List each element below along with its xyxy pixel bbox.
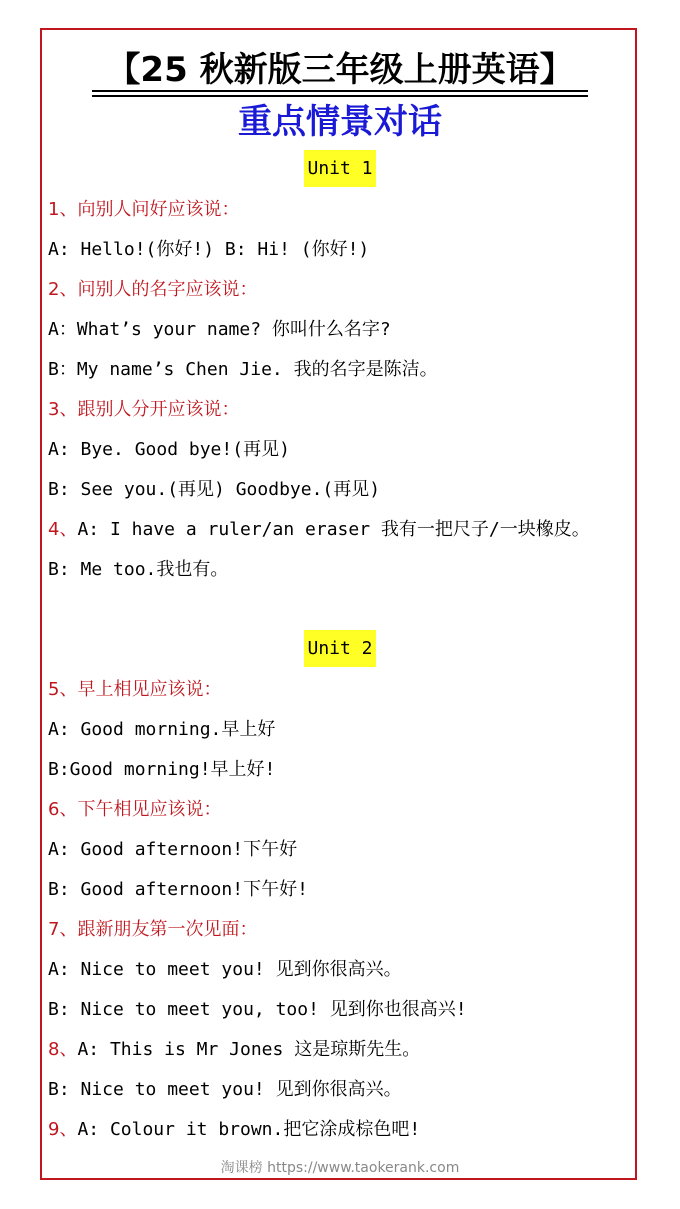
unit-label-1	[0, 157, 680, 181]
dialogue-line-numbered	[48, 1118, 420, 1142]
dialogue-line: B:Good morning!早上好!	[48, 759, 276, 780]
item-number-4: 4、	[48, 519, 78, 540]
section-heading-7: 7、跟新朋友第一次见面：	[48, 919, 258, 940]
dialogue-line: B：My name’s Chen Jie. 我的名字是陈洁。	[48, 359, 438, 380]
dialogue-line: B: Good afternoon!下午好!	[48, 879, 308, 900]
dialogue-text: A: I have a ruler/an eraser 我有一把尺子/一块橡皮。	[77, 519, 590, 540]
section-heading-5: 5、早上相见应该说：	[48, 679, 222, 700]
dialogue-line: A: Nice to meet you! 见到你很高兴。	[48, 959, 402, 980]
dialogue-line: B: Nice to meet you! 见到你很高兴。	[48, 1079, 402, 1100]
dialogue-line-numbered	[48, 518, 590, 542]
unit-label-2	[0, 637, 680, 661]
section-heading-2: 2、问别人的名字应该说：	[48, 279, 258, 300]
page-subtitle: 重点情景对话	[238, 102, 442, 142]
dialogue-line: A: Good morning.早上好	[48, 719, 276, 740]
dialogue-line: B: Nice to meet you, too! 见到你也很高兴!	[48, 999, 467, 1020]
dialogue-line: B: See you.(再见) Goodbye.(再见)	[48, 479, 381, 500]
item-number-8: 8、	[48, 1039, 78, 1060]
item-number-9: 9、	[48, 1119, 78, 1140]
dialogue-text: A: This is Mr Jones 这是琼斯先生。	[77, 1039, 421, 1060]
footer-watermark: 淘课榜 https://www.taokerank.com	[220, 1160, 460, 1176]
unit-label-1-text: Unit 1	[304, 150, 375, 187]
dialogue-text: A: Colour it brown.把它涂成棕色吧!	[77, 1119, 421, 1140]
page-title: 【25 秋新版三年级上册英语】	[106, 50, 574, 90]
unit-label-2-text: Unit 2	[304, 630, 375, 667]
title-underline-double	[92, 95, 588, 97]
dialogue-line: A: Bye. Good bye!(再见)	[48, 439, 290, 460]
section-heading-6: 6、下午相见应该说：	[48, 799, 222, 820]
dialogue-line: A：What’s your name? 你叫什么名字?	[48, 319, 391, 340]
dialogue-line-numbered	[48, 1038, 420, 1062]
title-underline	[92, 90, 588, 92]
dialogue-line: A: Hello!(你好!) B: Hi! (你好!)	[48, 239, 370, 260]
section-heading-1: 1、向别人问好应该说：	[48, 199, 240, 220]
dialogue-line: B: Me too.我也有。	[48, 559, 229, 580]
section-heading-3: 3、跟别人分开应该说：	[48, 399, 240, 420]
dialogue-line: A: Good afternoon!下午好	[48, 839, 298, 860]
